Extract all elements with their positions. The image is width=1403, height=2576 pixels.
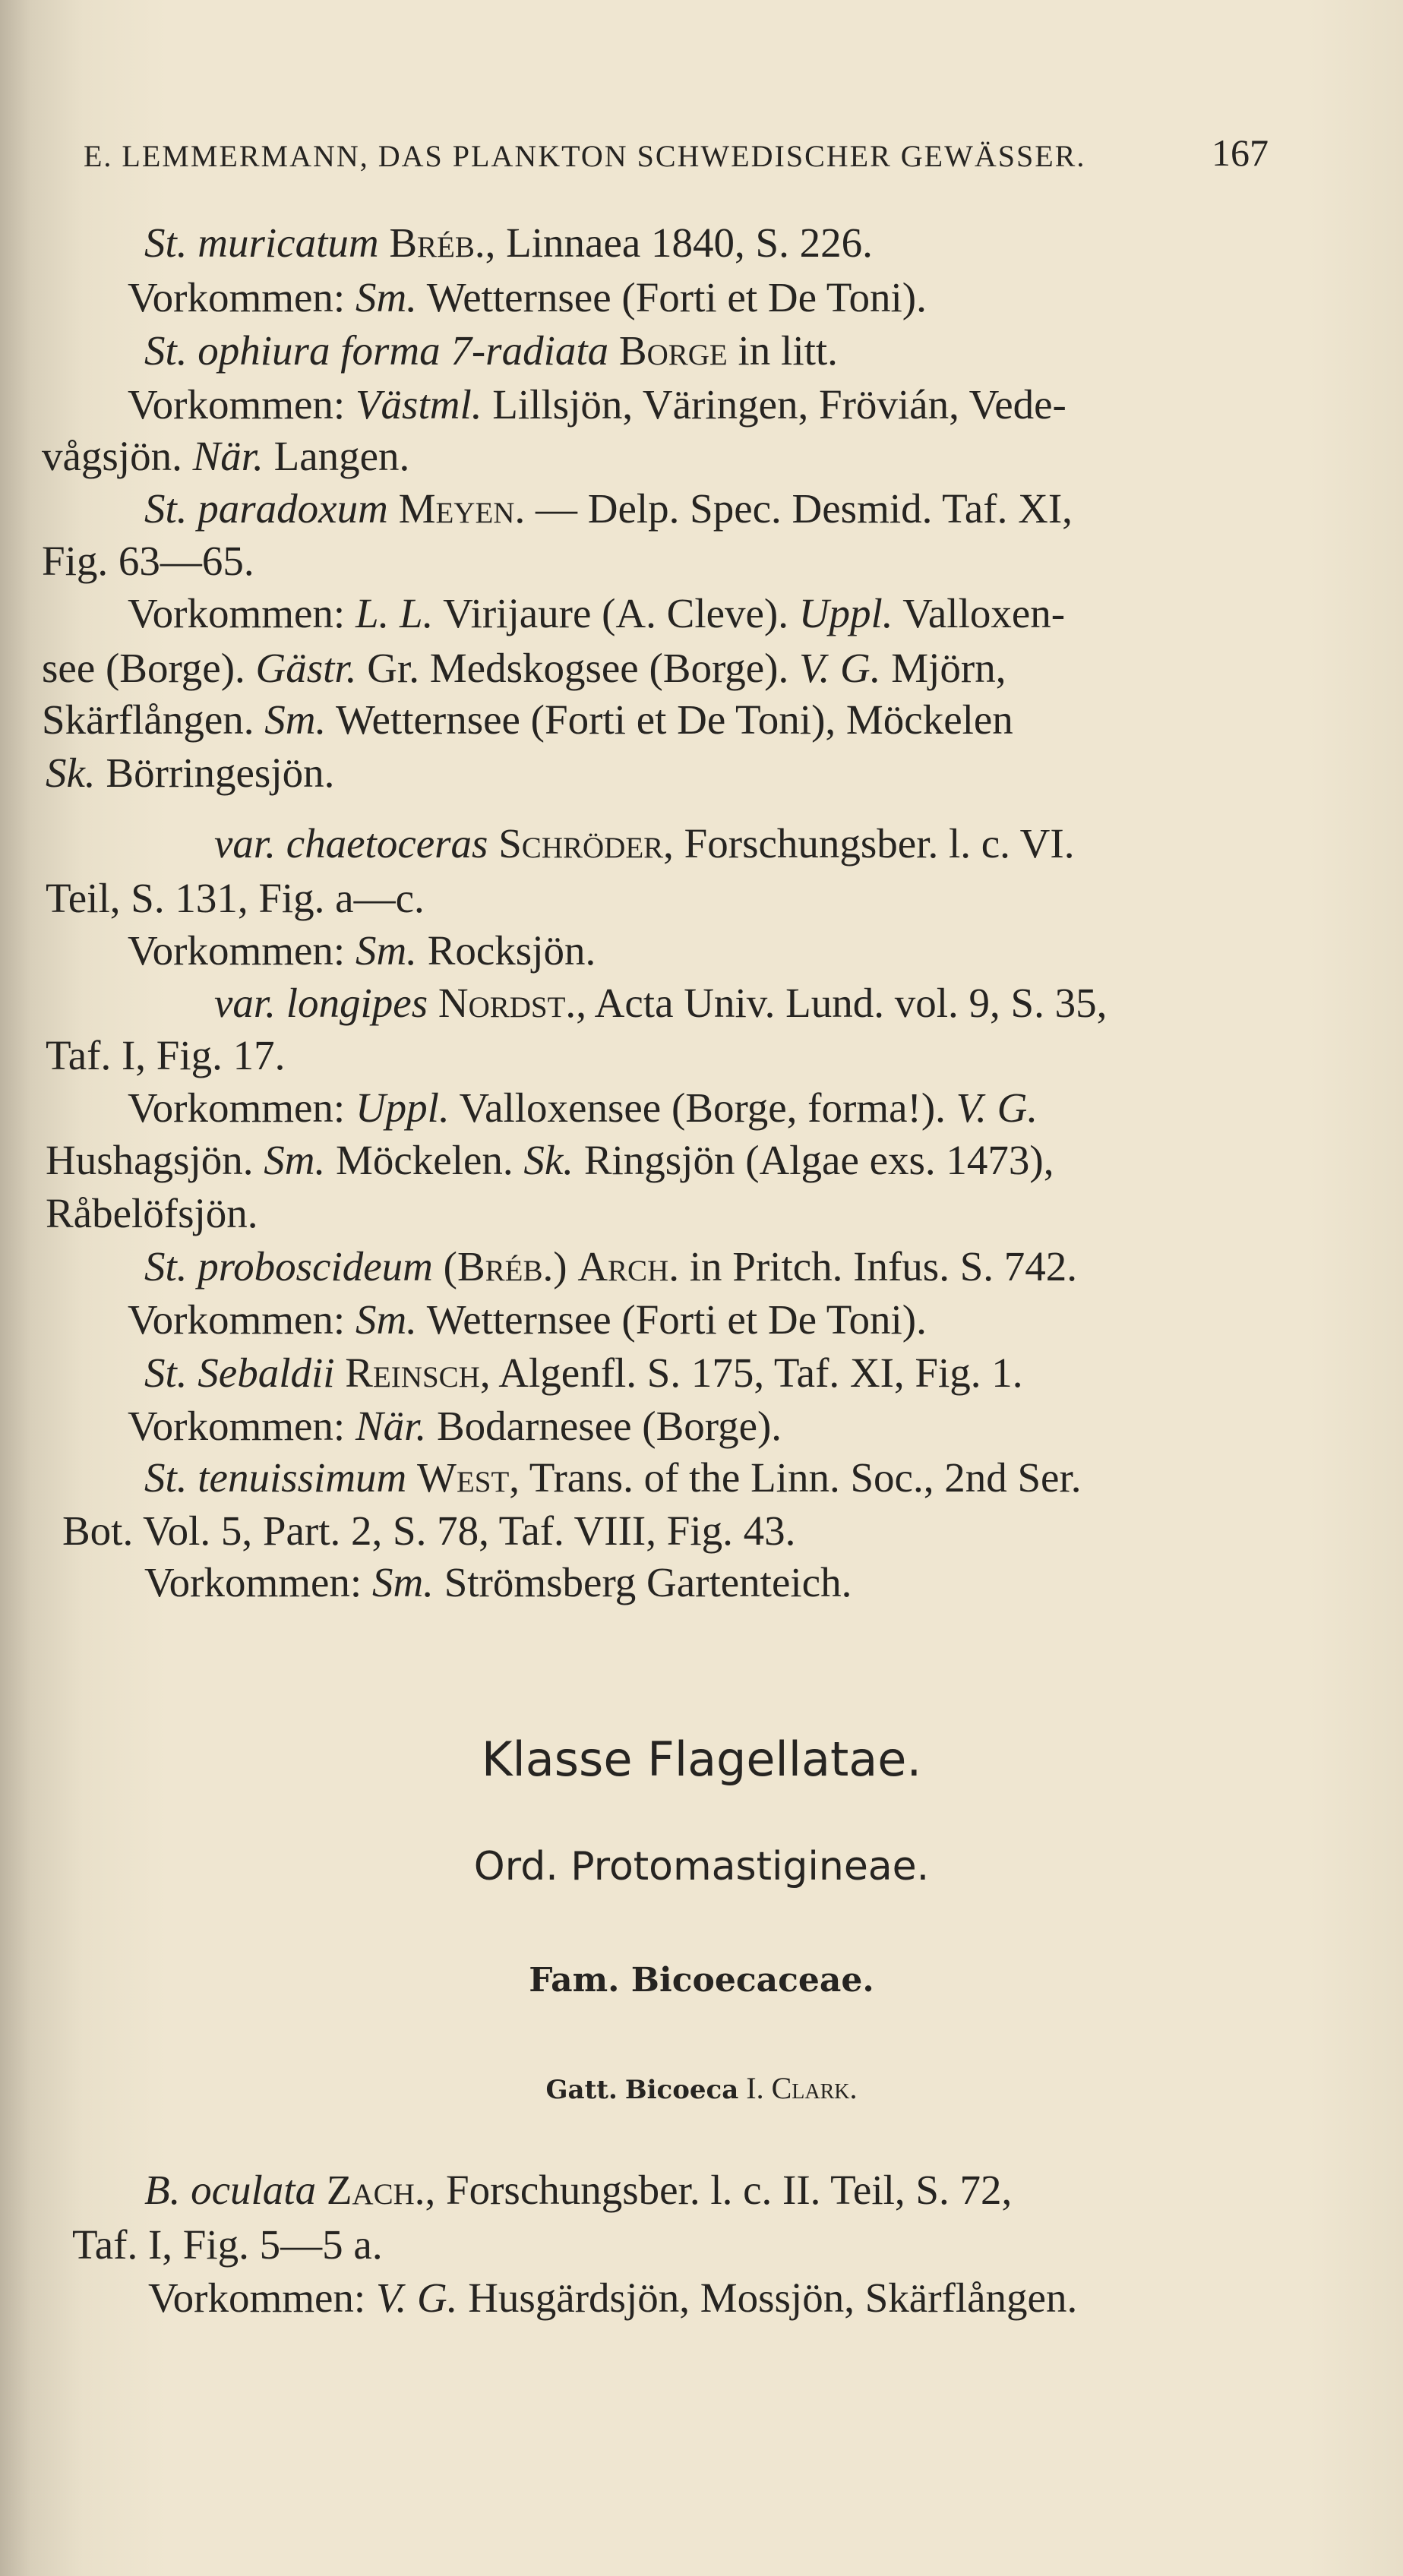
author-name: Schröder	[498, 820, 664, 867]
text-run: — Delp. Spec. Desmid. Taf. XI,	[525, 485, 1073, 532]
text-line	[42, 540, 254, 582]
text-run: Wetternsee (Forti et De Toni), Möckelen	[326, 696, 1013, 743]
text-run	[316, 2167, 327, 2213]
author-name: West	[417, 1454, 510, 1501]
italic-term: St. proboscideum	[144, 1243, 433, 1290]
italic-term: Uppl.	[798, 590, 893, 636]
italic-term: var. chaetoceras	[214, 820, 488, 867]
italic-term: St. Sebaldii	[144, 1350, 335, 1396]
text-line	[128, 1405, 782, 1447]
text-run: Skärflången.	[42, 696, 265, 743]
text-line	[144, 327, 838, 374]
text-line	[144, 219, 873, 266]
author-name: Zach.	[326, 2167, 425, 2213]
italic-term: Västml.	[355, 381, 482, 428]
text-run: Bodarnesee (Borge).	[426, 1403, 782, 1449]
text-run: Hushagsjön.	[46, 1137, 264, 1183]
author-name: Nordst.	[438, 980, 577, 1026]
text-run: Rocksjön.	[416, 927, 596, 974]
text-run: in litt.	[727, 327, 838, 374]
italic-term: V. G.	[956, 1084, 1038, 1131]
text-line	[46, 877, 425, 919]
text-line	[148, 2277, 1077, 2319]
text-run: , Linnaea 1840, S. 226.	[485, 219, 873, 266]
text-run	[488, 820, 498, 867]
italic-term: Sm.	[264, 696, 327, 743]
text-run: Wetternsee (Forti et De Toni).	[416, 1296, 927, 1343]
gattung-author: I. Clark.	[746, 2071, 858, 2105]
text-run: Langen.	[263, 433, 410, 479]
text-line	[128, 1084, 1038, 1131]
text-run: Taf. I, Fig. 17.	[46, 1032, 286, 1078]
heading-gattung	[0, 2070, 1403, 2106]
text-run	[379, 219, 390, 266]
text-line	[62, 1507, 796, 1554]
italic-term: St. ophiura forma 7-radiata	[144, 327, 609, 374]
italic-term: Sk.	[523, 1137, 574, 1183]
text-line	[42, 647, 1006, 689]
text-run: Lillsjön, Väringen, Frövián, Vede-	[482, 381, 1066, 428]
text-run: Vorkommen:	[128, 1403, 355, 1449]
text-line	[144, 2169, 1012, 2211]
text-line	[128, 1296, 927, 1343]
text-run: vågsjön.	[42, 433, 193, 479]
text-run: see (Borge).	[42, 645, 256, 691]
running-header	[84, 131, 1269, 174]
page-number: 167	[1212, 131, 1269, 174]
gattung-genus: Bicoeca	[624, 2075, 739, 2105]
text-line	[42, 696, 1013, 743]
text-run	[406, 1454, 417, 1501]
text-line	[128, 592, 1065, 634]
text-run: Husgärdsjön, Mossjön, Skärflången.	[457, 2275, 1078, 2321]
italic-term: När.	[355, 1403, 427, 1449]
italic-term: St. tenuissimum	[144, 1454, 407, 1501]
text-line	[72, 2221, 383, 2268]
text-run: , Trans. of the Linn. Soc., 2nd Ser.	[509, 1454, 1082, 1501]
text-run	[608, 327, 619, 374]
text-run	[388, 485, 399, 532]
author-name: Arch.	[577, 1243, 679, 1290]
italic-term: Uppl.	[355, 1084, 450, 1131]
author-name: Meyen.	[398, 485, 526, 532]
running-title: E. LEMMERMANN, DAS PLANKTON SCHWEDISCHER GEWÄSSER.	[84, 139, 1086, 173]
text-run: Börringesjön.	[95, 750, 335, 796]
italic-term: Sm.	[355, 274, 417, 320]
italic-term: B. oculata	[144, 2167, 317, 2213]
text-run: Gr. Medskogsee (Borge).	[356, 645, 799, 691]
text-run: Virijaure (A. Cleve).	[433, 590, 799, 636]
text-run: , Forschungsber. l. c. VI.	[663, 820, 1075, 867]
text-run: Vorkommen:	[128, 1084, 355, 1131]
text-run: Valloxen-	[893, 590, 1066, 636]
italic-term: Sm.	[264, 1137, 326, 1183]
text-run: in Pritch. Infus. S. 742.	[679, 1243, 1078, 1290]
text-run	[335, 1350, 346, 1396]
italic-term: Sk.	[46, 750, 96, 796]
text-line	[144, 1454, 1082, 1501]
text-line	[128, 927, 596, 974]
heading-familie: Fam. Bicoecaceae.	[529, 1961, 874, 2000]
italic-term: St. muricatum	[144, 219, 379, 266]
italic-term: Gästr.	[255, 645, 357, 691]
italic-term: Sm.	[371, 1559, 434, 1605]
text-run: Bot. Vol. 5, Part. 2, S. 78, Taf. VIII, Fig. 43.	[62, 1507, 796, 1554]
author-name: Borge	[618, 327, 728, 374]
italic-term: När.	[192, 433, 264, 479]
author-name: Reinsch	[345, 1350, 480, 1396]
text-line	[214, 982, 1107, 1024]
text-run: Mjörn,	[880, 645, 1006, 691]
text-run: Vorkommen:	[128, 274, 355, 320]
text-line	[46, 752, 334, 794]
text-line	[144, 1243, 1078, 1290]
author-name: Bréb.	[389, 219, 485, 266]
text-run: Strömsberg Gartenteich.	[433, 1559, 852, 1605]
text-run: Vorkommen:	[148, 2275, 376, 2321]
text-run: , Algenfl. S. 175, Taf. XI, Fig. 1.	[479, 1350, 1023, 1396]
text-run: Vorkommen:	[128, 1296, 355, 1343]
text-line	[46, 1192, 258, 1234]
text-run: Teil, S. 131, Fig. a—c.	[46, 875, 425, 921]
text-run: Fig. 63—65.	[42, 538, 254, 584]
text-line	[42, 435, 409, 477]
text-line	[144, 1352, 1023, 1394]
italic-term: Sm.	[355, 1296, 417, 1343]
text-line	[46, 1139, 1054, 1181]
text-line	[46, 1034, 285, 1076]
italic-term: Sm.	[355, 927, 417, 974]
text-line	[144, 485, 1073, 532]
heading-klasse: Klasse Flagellatae.	[481, 1732, 922, 1787]
text-line	[214, 820, 1075, 867]
text-run: Wetternsee (Forti et De Toni).	[416, 274, 927, 320]
text-run: Råbelöfsjön.	[46, 1190, 258, 1236]
text-run: , Forschungsber. l. c. II. Teil, S. 72,	[425, 2167, 1013, 2213]
text-run: Vorkommen:	[128, 590, 355, 636]
heading-ordnung: Ord. Protomastigineae.	[473, 1844, 930, 1889]
text-run: Vorkommen:	[128, 927, 355, 974]
text-run: Vorkommen:	[144, 1559, 372, 1605]
author-name: Bréb.	[457, 1243, 554, 1290]
text-line	[128, 381, 1066, 428]
text-run: Taf. I, Fig. 5—5 a.	[72, 2221, 383, 2268]
text-run: Möckelen.	[325, 1137, 524, 1183]
text-line	[144, 1561, 852, 1603]
italic-term: V. G.	[375, 2275, 458, 2321]
italic-term: var. longipes	[214, 980, 428, 1026]
text-run: Valloxensee (Borge, forma!).	[449, 1084, 956, 1131]
italic-term: V. G.	[799, 645, 881, 691]
text-line	[128, 276, 927, 318]
text-run: (	[432, 1243, 457, 1290]
text-run: Vorkommen:	[128, 381, 355, 428]
text-run: , Acta Univ. Lund. vol. 9, S. 35,	[576, 980, 1108, 1026]
text-run: )	[553, 1243, 578, 1290]
italic-term: St. paradoxum	[144, 485, 388, 532]
text-run	[428, 980, 438, 1026]
italic-term: L. L.	[355, 590, 434, 636]
text-run: Ringsjön (Algae exs. 1473),	[574, 1137, 1054, 1183]
gattung-prefix: Gatt.	[545, 2075, 618, 2105]
